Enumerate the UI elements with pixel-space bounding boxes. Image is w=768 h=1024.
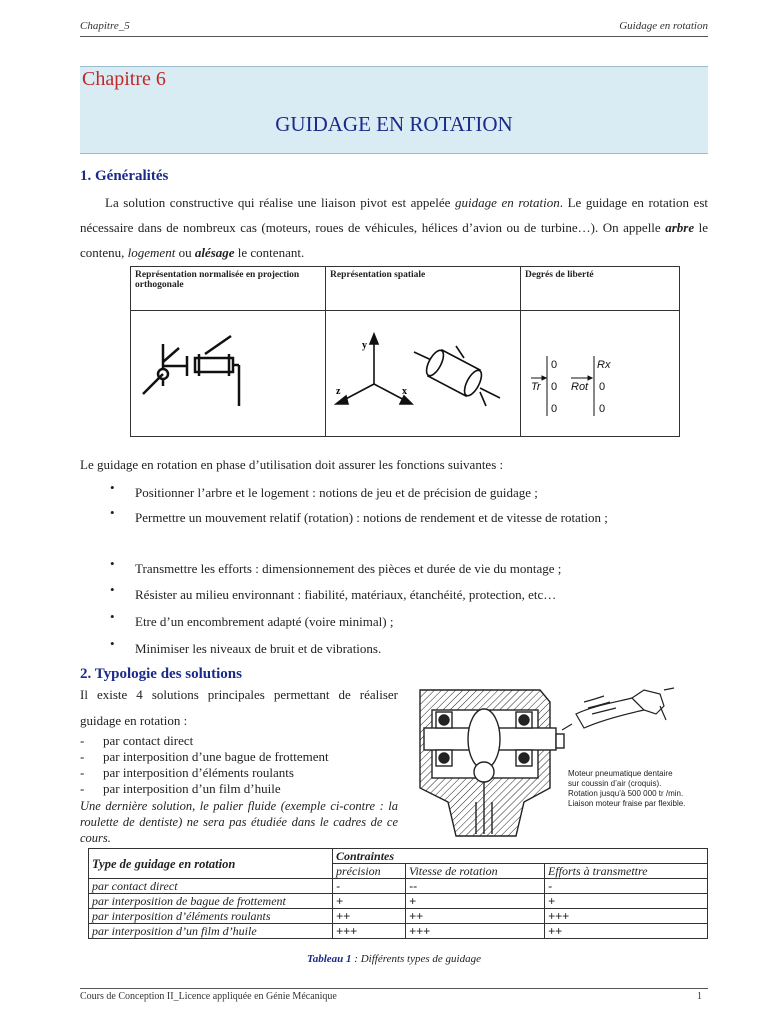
function-item: Résister au milieu environnant : fiabilité, matériaux, étanchéité, protection, etc… — [135, 587, 557, 602]
function-item: Transmettre les efforts : dimensionnement des pièces et durée de vie du montage ; — [135, 561, 562, 576]
row-value: +++ — [406, 924, 545, 939]
chapter-number: Chapitre 6 — [82, 68, 166, 90]
table-row — [89, 879, 708, 894]
row-value: +++ — [333, 924, 406, 939]
chapter-banner — [80, 66, 708, 154]
text-run: . Le guidage en rotation est nécessaire dans de nombreux cas (moteurs, roues de véhicules, hélices d’avion ou de turbine…). On appelle — [80, 195, 708, 235]
spatial-axes-cylinder-icon — [330, 314, 516, 430]
rep-header-dof: Degrés de liberté — [521, 267, 680, 311]
bullet-icon: • — [110, 556, 115, 571]
term-alesage: alésage — [194, 245, 235, 260]
figure-caption-line: Moteur pneumatique dentaire — [568, 769, 673, 778]
table-caption-text: : Différents types de guidage — [351, 953, 481, 965]
row-label: par interposition d’un film d’huile — [89, 924, 333, 939]
dof-matrix — [525, 314, 675, 430]
term-arbre: arbre — [665, 220, 695, 235]
text-run: ou — [175, 245, 195, 260]
row-value: + — [545, 894, 708, 909]
header-left: Chapitre_5 — [80, 20, 130, 32]
guidance-types-table — [88, 848, 708, 939]
figure-caption-line: Rotation jusqu’à 500 000 tr /min. — [568, 789, 684, 798]
axis-label-z: z — [336, 386, 341, 397]
table-row — [89, 924, 708, 939]
typo-header-col: Efforts à transmettre — [545, 864, 708, 879]
figure-caption-line: sur coussin d’air (croquis). — [568, 779, 662, 788]
functions-intro: Le guidage en rotation en phase d’utilisation doit assurer les fonctions suivantes : — [80, 457, 504, 472]
footer-divider — [80, 988, 708, 989]
solution-item: par interposition d’éléments roulants — [103, 765, 294, 780]
row-label: par contact direct — [89, 879, 333, 894]
function-item: Minimiser les niveaux de bruit et de vibrations. — [135, 641, 382, 656]
dash-marker: - — [80, 733, 85, 748]
dental-motor-figure — [412, 684, 712, 840]
row-value: ++ — [545, 924, 708, 939]
row-value: +++ — [545, 909, 708, 924]
degrees-of-freedom-cell — [521, 311, 680, 437]
typo-header-col: Vitesse de rotation — [406, 864, 545, 879]
bullet-icon: • — [110, 582, 115, 597]
table-row — [89, 894, 708, 909]
typologie-intro: Il existe 4 solutions principales permettant de réaliser guidage en rotation : — [80, 687, 398, 728]
dof-rot-value: 0 — [599, 403, 606, 415]
row-value: - — [545, 879, 708, 894]
dof-tr-value: 0 — [551, 403, 558, 415]
row-value: -- — [406, 879, 545, 894]
text-emphasis: guidage en rotation — [454, 195, 560, 210]
header-divider — [80, 36, 708, 37]
row-value: - — [333, 879, 406, 894]
footer-course: Cours de Conception II_Licence appliquée en Génie Mécanique — [80, 991, 337, 1002]
typo-header-col: précision — [333, 864, 406, 879]
header-right: Guidage en rotation — [619, 20, 708, 32]
bullet-icon: • — [110, 636, 115, 651]
dof-translation-label: Tr — [531, 381, 541, 393]
footer-page-number: 1 — [697, 991, 702, 1002]
pivot-symbol-icon — [135, 314, 321, 430]
function-item: Etre d’un encombrement adapté (voire minimal) ; — [135, 614, 394, 629]
dash-marker: - — [80, 749, 85, 764]
row-label: par interposition d’éléments roulants — [89, 909, 333, 924]
function-item: Positionner l’arbre et le logement : notions de jeu et de précision de guidage ; — [135, 485, 538, 500]
fluid-bearing-note: Une dernière solution, le palier fluide (exemple ci-contre : la roulette de dentiste) ne sera pas étudiée dans le cadres de ce cours. — [80, 799, 398, 845]
dash-marker: - — [80, 765, 85, 780]
table-row — [89, 909, 708, 924]
dof-rotation-label: Rot — [571, 381, 589, 393]
typo-header-type: Type de guidage en rotation — [89, 849, 333, 879]
dof-tr-value: 0 — [551, 359, 558, 371]
row-value: + — [333, 894, 406, 909]
row-value: + — [406, 894, 545, 909]
text-run: le contenant. — [234, 245, 305, 260]
rep-header-spatial: Représentation spatiale — [326, 267, 521, 311]
row-value: ++ — [333, 909, 406, 924]
dof-tr-value: 0 — [551, 381, 558, 393]
spatial-representation-cell — [326, 311, 521, 437]
solution-item: par interposition d’une bague de frottement — [103, 749, 329, 764]
term-logement: logement — [127, 245, 176, 260]
function-item: Permettre un mouvement relatif (rotation) : notions de rendement et de vitesse de rotation ; — [135, 510, 608, 525]
generalites-paragraph — [80, 190, 708, 265]
dash-marker: - — [80, 781, 85, 796]
bullet-icon: • — [110, 480, 115, 495]
solution-item: par contact direct — [103, 733, 194, 748]
pivot-symbol-cell — [131, 311, 326, 437]
typo-header-group: Contraintes — [333, 849, 708, 864]
solution-item: par interposition d’un film d’huile — [103, 781, 281, 796]
axis-label-x: x — [402, 386, 407, 397]
dof-rot-value: 0 — [599, 381, 606, 393]
text-run: La solution constructive qui réalise une liaison pivot est appelée — [105, 195, 455, 210]
representation-table — [130, 266, 680, 437]
table-caption — [80, 953, 708, 965]
axis-label-y: y — [362, 340, 367, 351]
dof-rot-value: Rx — [597, 359, 611, 371]
table-caption-label: Tableau 1 — [307, 953, 352, 965]
text-run: le contenu, — [80, 220, 708, 260]
bullet-icon: • — [110, 609, 115, 624]
chapter-title: GUIDAGE EN ROTATION — [275, 112, 513, 136]
figure-caption-line: Liaison moteur fraise par flexible. — [568, 799, 686, 808]
section-heading-typologie: 2. Typologie des solutions — [80, 666, 242, 682]
section-heading-generalites: 1. Généralités — [80, 168, 169, 184]
row-value: ++ — [406, 909, 545, 924]
rep-header-orthogonal: Représentation normalisée en projection orthogonale — [131, 267, 326, 311]
row-label: par interposition de bague de frottement — [89, 894, 333, 909]
bullet-icon: • — [110, 505, 115, 520]
